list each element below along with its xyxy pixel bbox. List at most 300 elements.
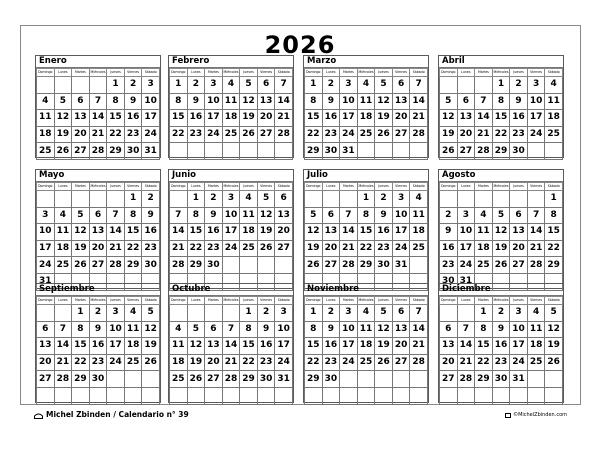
month-septiembre <box>35 283 161 403</box>
day-cell: 26 <box>440 143 458 160</box>
day-cell: 25 <box>410 240 428 257</box>
day-cell <box>240 387 258 404</box>
weekday-label: Viernes <box>527 69 545 77</box>
day-cell: 20 <box>37 354 55 371</box>
week-row <box>305 110 428 127</box>
day-cell: 27 <box>37 371 55 388</box>
day-cell: 17 <box>142 110 160 127</box>
day-cell: 30 <box>89 371 107 388</box>
day-cell: 31 <box>510 371 528 388</box>
day-cell: 25 <box>54 257 72 274</box>
day-cell <box>257 387 275 404</box>
weekday-label: Jueves <box>107 69 125 77</box>
footer-left-text: Michel Zbinden / Calendario n° 39 <box>46 410 189 419</box>
day-cell <box>305 387 323 404</box>
day-cell <box>275 143 293 160</box>
week-row <box>170 305 293 322</box>
day-cell: 19 <box>142 338 160 355</box>
day-cell: 20 <box>89 240 107 257</box>
day-cell: 23 <box>89 354 107 371</box>
day-cell: 21 <box>89 126 107 143</box>
day-cell <box>510 191 528 208</box>
day-cell <box>187 387 205 404</box>
day-cell: 11 <box>357 93 375 110</box>
day-cell <box>392 371 410 388</box>
day-cell: 14 <box>527 224 545 241</box>
day-cell <box>89 77 107 94</box>
day-cell: 5 <box>257 191 275 208</box>
day-cell: 10 <box>392 207 410 224</box>
week-row <box>305 224 428 241</box>
weekday-label: Sábado <box>275 183 293 191</box>
weekday-label: Lunes <box>457 297 475 305</box>
day-cell: 20 <box>392 110 410 127</box>
day-cell: 24 <box>527 126 545 143</box>
day-cell <box>37 387 55 404</box>
day-cell <box>492 387 510 404</box>
week-row <box>37 354 160 371</box>
weekday-label: Domingo <box>37 69 55 77</box>
month-table <box>304 296 428 405</box>
month-agosto <box>438 169 564 289</box>
day-cell: 17 <box>205 110 223 127</box>
day-cell: 28 <box>475 143 493 160</box>
day-cell: 5 <box>72 207 90 224</box>
day-cell: 11 <box>170 338 188 355</box>
day-cell: 26 <box>305 257 323 274</box>
weekday-label: Sábado <box>545 183 563 191</box>
day-cell: 29 <box>187 257 205 274</box>
day-cell: 18 <box>37 126 55 143</box>
weekday-label: Miércoles <box>222 297 240 305</box>
week-row <box>37 110 160 127</box>
day-cell: 24 <box>275 354 293 371</box>
weekday-label: Martes <box>340 183 358 191</box>
weekday-label: Viernes <box>124 183 142 191</box>
day-cell: 26 <box>187 371 205 388</box>
weekday-label: Sábado <box>142 183 160 191</box>
day-cell: 6 <box>89 207 107 224</box>
day-cell <box>322 191 340 208</box>
week-row <box>440 321 563 338</box>
day-cell: 11 <box>54 224 72 241</box>
day-cell: 25 <box>357 126 375 143</box>
weekday-label: Miércoles <box>357 297 375 305</box>
day-cell: 19 <box>440 126 458 143</box>
month-noviembre <box>303 283 429 403</box>
day-cell <box>375 371 393 388</box>
day-cell <box>222 143 240 160</box>
day-cell: 21 <box>340 240 358 257</box>
day-cell: 20 <box>322 240 340 257</box>
day-cell: 12 <box>54 110 72 127</box>
day-cell: 20 <box>440 354 458 371</box>
day-cell: 27 <box>457 143 475 160</box>
day-cell <box>492 191 510 208</box>
day-cell: 15 <box>240 338 258 355</box>
day-cell: 18 <box>475 240 493 257</box>
weekday-label: Sábado <box>142 297 160 305</box>
calendar-mini-icon <box>505 413 511 418</box>
day-cell: 11 <box>124 321 142 338</box>
weekday-header-row <box>37 297 160 305</box>
month-table <box>439 296 563 405</box>
day-cell: 28 <box>410 126 428 143</box>
weekday-label: Sábado <box>545 69 563 77</box>
weekday-label: Jueves <box>375 69 393 77</box>
day-cell: 4 <box>54 207 72 224</box>
weekday-label: Domingo <box>440 69 458 77</box>
weekday-label: Lunes <box>187 297 205 305</box>
day-cell: 1 <box>545 191 563 208</box>
day-cell: 11 <box>527 321 545 338</box>
week-row <box>440 191 563 208</box>
day-cell: 23 <box>440 257 458 274</box>
weekday-header-row <box>170 297 293 305</box>
day-cell <box>410 257 428 274</box>
weekday-label: Viernes <box>392 297 410 305</box>
day-cell: 15 <box>475 338 493 355</box>
week-row <box>170 143 293 160</box>
weekday-label: Domingo <box>440 297 458 305</box>
day-cell: 28 <box>54 371 72 388</box>
weekday-label: Miércoles <box>492 69 510 77</box>
month-marzo <box>303 55 429 158</box>
day-cell: 28 <box>89 143 107 160</box>
day-cell <box>257 257 275 274</box>
week-row <box>170 354 293 371</box>
day-cell: 20 <box>275 224 293 241</box>
month-table <box>169 68 293 160</box>
day-cell <box>475 77 493 94</box>
day-cell: 20 <box>257 110 275 127</box>
month-table <box>36 68 160 160</box>
weekday-label: Viernes <box>527 297 545 305</box>
week-row <box>37 224 160 241</box>
week-row <box>305 305 428 322</box>
day-cell: 19 <box>72 240 90 257</box>
day-cell: 28 <box>222 371 240 388</box>
day-cell: 22 <box>107 126 125 143</box>
week-row <box>305 371 428 388</box>
weekday-header-row <box>170 69 293 77</box>
week-row <box>37 207 160 224</box>
day-cell: 5 <box>142 305 160 322</box>
week-row <box>170 321 293 338</box>
week-row <box>170 110 293 127</box>
day-cell: 9 <box>205 207 223 224</box>
day-cell <box>357 143 375 160</box>
month-diciembre <box>438 283 564 403</box>
week-row <box>170 126 293 143</box>
day-cell: 30 <box>142 257 160 274</box>
day-cell: 25 <box>545 126 563 143</box>
day-cell: 10 <box>107 321 125 338</box>
weekday-label: Viernes <box>257 297 275 305</box>
day-cell: 13 <box>510 224 528 241</box>
day-cell <box>392 387 410 404</box>
day-cell <box>37 191 55 208</box>
day-cell: 4 <box>170 321 188 338</box>
day-cell: 24 <box>340 126 358 143</box>
day-cell: 30 <box>492 371 510 388</box>
weekday-label: Martes <box>72 183 90 191</box>
day-cell: 23 <box>257 354 275 371</box>
day-cell <box>545 143 563 160</box>
week-row <box>440 240 563 257</box>
footer-copyright <box>505 410 567 420</box>
day-cell: 14 <box>170 224 188 241</box>
day-cell: 21 <box>457 354 475 371</box>
day-cell: 21 <box>170 240 188 257</box>
week-row <box>170 77 293 94</box>
weekday-label: Miércoles <box>492 183 510 191</box>
day-cell: 13 <box>457 110 475 127</box>
day-cell: 19 <box>257 224 275 241</box>
month-table <box>36 182 160 291</box>
day-cell <box>457 77 475 94</box>
day-cell: 15 <box>72 338 90 355</box>
day-cell: 31 <box>457 273 475 290</box>
day-cell: 4 <box>357 77 375 94</box>
week-row <box>305 143 428 160</box>
weekday-label: Sábado <box>410 69 428 77</box>
week-row <box>37 257 160 274</box>
day-cell: 1 <box>170 77 188 94</box>
day-cell <box>527 143 545 160</box>
day-cell: 11 <box>357 321 375 338</box>
day-cell: 16 <box>510 110 528 127</box>
day-cell: 31 <box>392 257 410 274</box>
day-cell: 27 <box>275 240 293 257</box>
week-row <box>440 224 563 241</box>
day-cell: 9 <box>510 93 528 110</box>
day-cell: 25 <box>37 143 55 160</box>
day-cell: 14 <box>340 224 358 241</box>
day-cell: 12 <box>492 224 510 241</box>
day-cell: 20 <box>510 240 528 257</box>
month-table <box>304 68 428 160</box>
weekday-label: Sábado <box>410 183 428 191</box>
weekday-label: Martes <box>72 69 90 77</box>
weekday-label: Jueves <box>375 183 393 191</box>
day-cell: 4 <box>240 191 258 208</box>
day-cell: 27 <box>392 354 410 371</box>
day-cell: 30 <box>322 143 340 160</box>
weekday-label: Domingo <box>170 297 188 305</box>
day-cell: 10 <box>340 321 358 338</box>
day-cell: 3 <box>340 77 358 94</box>
day-cell: 23 <box>510 126 528 143</box>
day-cell: 4 <box>475 207 493 224</box>
weekday-label: Lunes <box>322 297 340 305</box>
weekday-header-row <box>440 297 563 305</box>
day-cell: 13 <box>322 224 340 241</box>
day-cell: 13 <box>257 93 275 110</box>
day-cell: 18 <box>410 224 428 241</box>
day-cell: 3 <box>37 207 55 224</box>
weekday-label: Lunes <box>187 183 205 191</box>
day-cell: 22 <box>170 126 188 143</box>
weekday-label: Sábado <box>410 297 428 305</box>
day-cell <box>72 387 90 404</box>
day-cell <box>142 371 160 388</box>
day-cell: 17 <box>107 338 125 355</box>
day-cell: 4 <box>527 305 545 322</box>
day-cell <box>37 77 55 94</box>
day-cell <box>107 371 125 388</box>
day-cell <box>205 387 223 404</box>
month-table <box>304 182 428 291</box>
month-name: Septiembre <box>39 284 95 294</box>
week-row <box>305 126 428 143</box>
day-cell: 3 <box>510 305 528 322</box>
week-row <box>170 338 293 355</box>
day-cell: 8 <box>357 207 375 224</box>
day-cell: 30 <box>322 371 340 388</box>
day-cell: 13 <box>275 207 293 224</box>
weekday-label: Viernes <box>392 69 410 77</box>
weekday-label: Lunes <box>54 183 72 191</box>
day-cell: 19 <box>305 240 323 257</box>
day-cell: 2 <box>257 305 275 322</box>
month-table <box>36 296 160 405</box>
week-row <box>37 240 160 257</box>
day-cell: 16 <box>205 224 223 241</box>
day-cell: 18 <box>170 354 188 371</box>
day-cell: 26 <box>375 126 393 143</box>
day-cell: 5 <box>440 93 458 110</box>
weekday-label: Miércoles <box>222 183 240 191</box>
day-cell: 14 <box>410 321 428 338</box>
day-cell <box>107 387 125 404</box>
day-cell: 5 <box>375 77 393 94</box>
day-cell: 19 <box>187 354 205 371</box>
day-cell: 28 <box>275 126 293 143</box>
day-cell: 10 <box>510 321 528 338</box>
week-row <box>305 387 428 404</box>
day-cell: 11 <box>545 93 563 110</box>
day-cell: 26 <box>54 143 72 160</box>
day-cell: 29 <box>357 257 375 274</box>
day-cell: 12 <box>375 93 393 110</box>
weekday-label: Lunes <box>54 69 72 77</box>
day-cell: 25 <box>124 354 142 371</box>
day-cell: 8 <box>187 207 205 224</box>
weekday-label: Jueves <box>240 69 258 77</box>
weekday-label: Miércoles <box>89 297 107 305</box>
day-cell <box>510 387 528 404</box>
day-cell: 7 <box>340 207 358 224</box>
day-cell: 5 <box>375 305 393 322</box>
week-row <box>440 93 563 110</box>
day-cell: 27 <box>322 257 340 274</box>
day-cell: 27 <box>72 143 90 160</box>
day-cell: 2 <box>124 77 142 94</box>
day-cell: 9 <box>322 93 340 110</box>
day-cell: 22 <box>240 354 258 371</box>
day-cell: 29 <box>72 371 90 388</box>
year-title: 2026 <box>264 31 336 59</box>
day-cell: 21 <box>410 338 428 355</box>
day-cell: 12 <box>187 338 205 355</box>
day-cell <box>275 387 293 404</box>
day-cell: 30 <box>205 257 223 274</box>
weekday-label: Martes <box>475 69 493 77</box>
day-cell: 26 <box>240 126 258 143</box>
day-cell: 4 <box>410 191 428 208</box>
day-cell: 2 <box>492 305 510 322</box>
cap-logo-icon <box>34 412 43 418</box>
day-cell: 16 <box>322 110 340 127</box>
month-febrero <box>168 55 294 158</box>
day-cell: 14 <box>89 110 107 127</box>
month-name: Febrero <box>172 56 210 66</box>
day-cell <box>340 191 358 208</box>
day-cell: 1 <box>107 77 125 94</box>
day-cell: 15 <box>357 224 375 241</box>
week-row <box>37 191 160 208</box>
day-cell: 2 <box>205 191 223 208</box>
day-cell: 27 <box>89 257 107 274</box>
day-cell: 21 <box>410 110 428 127</box>
weekday-label: Lunes <box>457 69 475 77</box>
day-cell: 22 <box>305 354 323 371</box>
week-row <box>305 321 428 338</box>
day-cell <box>457 305 475 322</box>
weekday-label: Miércoles <box>222 69 240 77</box>
day-cell <box>54 387 72 404</box>
day-cell: 21 <box>54 354 72 371</box>
day-cell <box>410 371 428 388</box>
day-cell: 5 <box>240 77 258 94</box>
day-cell: 9 <box>187 93 205 110</box>
day-cell: 10 <box>457 224 475 241</box>
day-cell: 10 <box>222 207 240 224</box>
week-row <box>37 126 160 143</box>
day-cell: 20 <box>392 338 410 355</box>
day-cell: 16 <box>142 224 160 241</box>
weekday-header-row <box>440 69 563 77</box>
day-cell: 30 <box>440 273 458 290</box>
day-cell: 9 <box>257 321 275 338</box>
day-cell: 1 <box>475 305 493 322</box>
day-cell: 16 <box>440 240 458 257</box>
day-cell: 7 <box>222 321 240 338</box>
day-cell: 22 <box>124 240 142 257</box>
day-cell: 3 <box>340 305 358 322</box>
day-cell: 11 <box>222 93 240 110</box>
weekday-label: Sábado <box>275 69 293 77</box>
day-cell: 29 <box>305 143 323 160</box>
day-cell <box>527 387 545 404</box>
day-cell <box>124 387 142 404</box>
day-cell: 28 <box>410 354 428 371</box>
day-cell: 24 <box>142 126 160 143</box>
day-cell: 22 <box>545 240 563 257</box>
weekday-label: Lunes <box>322 183 340 191</box>
weekday-label: Domingo <box>305 297 323 305</box>
day-cell: 4 <box>357 305 375 322</box>
week-row <box>305 338 428 355</box>
day-cell: 28 <box>457 371 475 388</box>
day-cell <box>410 387 428 404</box>
day-cell: 10 <box>275 321 293 338</box>
day-cell: 8 <box>124 207 142 224</box>
day-cell: 14 <box>475 110 493 127</box>
weekday-label: Domingo <box>170 183 188 191</box>
weekday-label: Jueves <box>240 297 258 305</box>
